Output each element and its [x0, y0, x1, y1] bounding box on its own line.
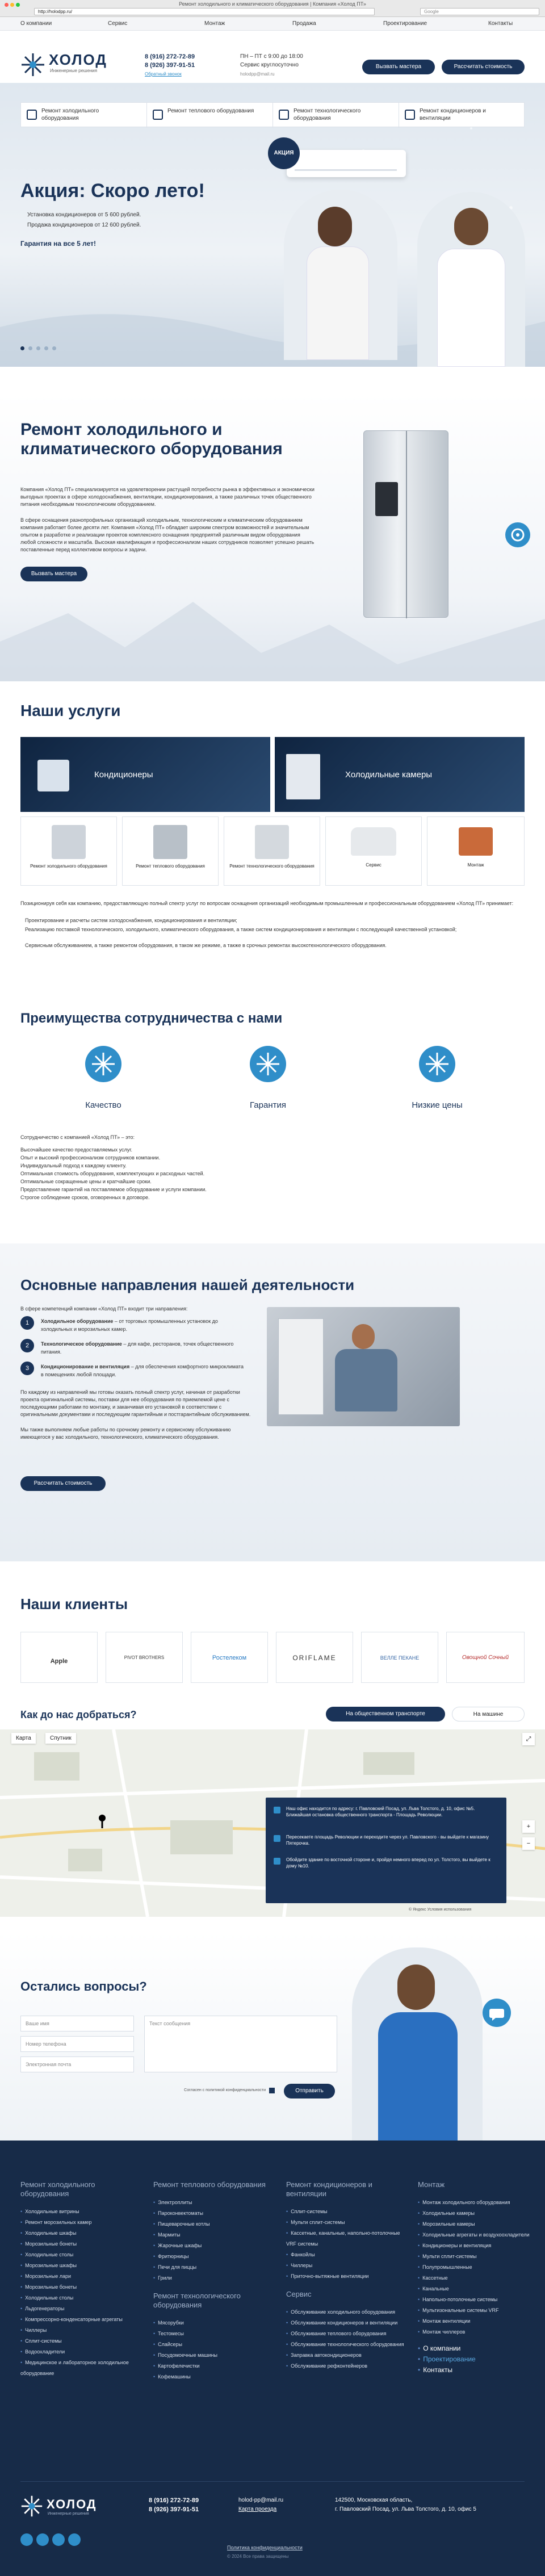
- footer-link[interactable]: • Компрессорно-конденсаторные агрегаты: [20, 2314, 140, 2325]
- footer-heading[interactable]: Сервис: [286, 2290, 312, 2298]
- advantages-title: Преимущества сотрудничества с нами: [20, 1011, 283, 1026]
- footer-design-link[interactable]: • Проектирование: [418, 2354, 531, 2365]
- hero-woman-image: [284, 190, 397, 360]
- footer-link[interactable]: • Картофелечистки: [153, 2361, 272, 2372]
- cat-technological[interactable]: Ремонт технологического оборудования: [273, 103, 399, 128]
- about-section: [0, 392, 545, 681]
- footer-link[interactable]: • Чиллеры: [20, 2325, 140, 2336]
- service-item-service[interactable]: Сервис: [325, 816, 422, 886]
- footer-link[interactable]: • Монтаж холодильного оборудования: [418, 2197, 531, 2208]
- transport-car-tab[interactable]: На машине: [452, 1707, 525, 1721]
- service-24h: Сервис круглосуточно: [240, 62, 299, 68]
- slider-dots[interactable]: [20, 345, 56, 352]
- advantages-list-item: Строгое соблюдение сроков, оговоренных в договоре.: [20, 1195, 150, 1200]
- phone-input[interactable]: Номер телефона: [20, 2036, 134, 2052]
- footer-link[interactable]: • Водоохладители: [20, 2347, 140, 2357]
- directions-calc-button[interactable]: Рассчитать стоимость: [20, 1476, 106, 1491]
- footer-link[interactable]: • Морозильные камеры: [418, 2219, 531, 2230]
- service-item-fridge[interactable]: Ремонт холодильного оборудования: [20, 816, 117, 886]
- footer-link[interactable]: • Посудомоечные машины: [153, 2350, 272, 2361]
- mountains-decoration: [0, 579, 545, 681]
- footer-col-thermal: [153, 2180, 272, 2382]
- footer-link[interactable]: • Кофемашины: [153, 2372, 272, 2382]
- header: [0, 31, 545, 83]
- footer-link[interactable]: • Слайсеры: [153, 2339, 272, 2350]
- social-icons: [20, 2533, 81, 2548]
- footer-email[interactable]: holod-pp@mail.ru: [238, 2497, 284, 2503]
- footer-link[interactable]: • Монтаж вентиляции: [418, 2316, 531, 2327]
- footer-link[interactable]: • Холодильные витрины: [20, 2206, 140, 2217]
- map-section: [0, 1703, 545, 1930]
- footer-phone-1[interactable]: 8 (916) 272-72-89: [149, 2497, 199, 2504]
- directions-section: [0, 1243, 545, 1561]
- operator-woman-image: [352, 1947, 483, 2141]
- services-bullet-1: Проектирование и расчеты систем холодоснабжения, кондиционирования и вентиляции;: [25, 918, 237, 923]
- transport-public-tab[interactable]: На общественном транспорте: [326, 1707, 445, 1721]
- advantages-list-item: Оптимальные сокращенные цены и кратчайшие сроки.: [20, 1179, 152, 1184]
- footer-col-fridge: [20, 2180, 140, 2379]
- footer-link[interactable]: • Жарочные шкафы: [153, 2240, 272, 2251]
- client-logo-pivot: PIVOT BROTHERS: [106, 1632, 183, 1683]
- twitter-icon[interactable]: [52, 2533, 65, 2546]
- service-item-thermal[interactable]: Ремонт теплового оборудования: [122, 816, 219, 886]
- walk-icon: [274, 1835, 280, 1842]
- service-item-install[interactable]: Монтаж: [427, 816, 525, 886]
- snowflake-logo-icon[interactable]: [20, 52, 45, 77]
- footer-link[interactable]: • Заправка автокондиционеров: [286, 2350, 405, 2361]
- guarantee-snowflake-icon: [250, 1046, 286, 1082]
- client-logo-oriflame: ORIFLAME: [276, 1632, 353, 1683]
- footer-col-conditioners: [286, 2180, 405, 2372]
- service-conditioners-card[interactable]: Кондиционеры: [20, 737, 270, 812]
- service-item-technological[interactable]: Ремонт технологического оборудования: [224, 816, 320, 886]
- directions-paragraph-2: Мы также выполняем любые работы по срочному ремонту и сервисному обслуживанию имеющегося у вас холодильного, технологического, климатического оборудования.: [20, 1427, 231, 1440]
- contact-section: [0, 1930, 545, 2141]
- settings-gear-icon[interactable]: [505, 522, 530, 547]
- email-input[interactable]: Электронная почта: [20, 2056, 134, 2072]
- map-type-map[interactable]: Карта: [11, 1733, 36, 1744]
- footer-col-install: [418, 2180, 531, 2376]
- footer-link[interactable]: • Полупромышленные: [418, 2262, 531, 2273]
- phone-2[interactable]: 8 (926) 397-91-51: [145, 62, 195, 69]
- footer-heading[interactable]: Ремонт технологического оборудования: [153, 2292, 241, 2309]
- footer-address-1: 142500, Московская область,: [335, 2497, 413, 2503]
- footer-link[interactable]: • Сплит-системы: [286, 2206, 405, 2217]
- calc-cost-button[interactable]: Рассчитать стоимость: [442, 60, 525, 74]
- send-button[interactable]: Отправить: [284, 2084, 335, 2099]
- advantage-guarantee: Гарантия: [250, 1100, 286, 1110]
- services-section: [0, 681, 545, 1005]
- footer-contacts-link[interactable]: • Контакты: [418, 2365, 531, 2376]
- air-conditioner-image: [287, 150, 406, 177]
- footer-link[interactable]: • Льдогенераторы: [20, 2303, 140, 2314]
- footer-link[interactable]: • Фритюрницы: [153, 2251, 272, 2262]
- hero-line-2: Продажа кондиционеров от 12 600 рублей.: [27, 222, 141, 228]
- advantages-list-item: Опыт и высокий профессионализм сотрудников компании.: [20, 1155, 161, 1161]
- route-info-panel: [266, 1798, 506, 1903]
- callback-link[interactable]: Обратный звонок: [145, 72, 182, 77]
- advantages-list-item: Предоставление гарантий на поставляемое оборудование и услуги компании.: [20, 1187, 207, 1192]
- clients-title: Наши клиенты: [20, 1595, 128, 1612]
- brand-name[interactable]: ХОЛОД: [49, 51, 107, 68]
- footer-link[interactable]: • Чиллеры: [286, 2260, 405, 2271]
- instagram-icon[interactable]: [68, 2533, 81, 2546]
- footer-link[interactable]: • Морозильные шкафы: [20, 2260, 140, 2271]
- route-step-2: Пересекаете площадь Революции и переходите через ул. Павловского - вы выйдете к магазину Пятерочка.: [286, 1834, 489, 1846]
- client-logo-welle: ВЕЛЛЕ ПЕКАНЕ: [361, 1632, 438, 1683]
- services-bullet-3: Сервисным обслуживанием, а также ремонтом оборудования, в таком же режиме, а также в срочных ремонтах высокотехнологического оборудования.: [25, 943, 387, 948]
- advantages-lead: Сотрудничество с компанией «Холод ПТ» – это:: [20, 1134, 135, 1140]
- nav-service[interactable]: Сервис: [108, 20, 128, 27]
- map-copyright[interactable]: © Яндекс Условия использования: [409, 1908, 472, 1912]
- footer-phone-2[interactable]: 8 (926) 397-91-51: [149, 2506, 199, 2513]
- top-nav: [0, 17, 545, 31]
- direction-number-2: 2: [20, 1339, 34, 1352]
- footer-link[interactable]: • Холодильные столы: [20, 2250, 140, 2260]
- about-call-master-button[interactable]: Вызвать мастера: [20, 567, 87, 581]
- map-type-satellite[interactable]: Спутник: [45, 1733, 76, 1744]
- footer-link[interactable]: • Канальные: [418, 2284, 531, 2294]
- footer-link[interactable]: • Сплит-системы: [20, 2336, 140, 2347]
- about-title: Ремонт холодильного и климатического оборудования: [20, 420, 283, 458]
- direction-number-3: 3: [20, 1362, 34, 1375]
- footer-link[interactable]: • Кассетные, канальные, напольно-потолочные VRF системы: [286, 2228, 405, 2250]
- footer: [0, 2141, 545, 2576]
- advantage-price: Низкие цены: [412, 1100, 463, 1110]
- footer-link[interactable]: • Морозильные бонеты: [20, 2282, 140, 2293]
- footer-link[interactable]: • Холодильные камеры: [418, 2208, 531, 2219]
- footer-link[interactable]: • Приточно-вытяжные вентиляции: [286, 2271, 405, 2282]
- brand-subtitle: Инженерные решения: [50, 68, 98, 73]
- footer-snowflake-logo-icon[interactable]: [20, 2495, 43, 2518]
- direction-number-1: 1: [20, 1316, 34, 1330]
- directions-title: Основные направления нашей деятельности: [20, 1276, 355, 1293]
- name-input[interactable]: Ваше имя: [20, 2016, 134, 2032]
- price-snowflake-icon: [419, 1046, 455, 1082]
- services-intro: Позиционируя себя как компанию, предоставляющую полный спектр услуг по вопросам оснащения организаций необходимым промышленным и профессиональным оборудованием «Холод ПТ» принимает:: [20, 900, 514, 906]
- facebook-icon[interactable]: [36, 2533, 49, 2546]
- footer-link[interactable]: • Пароконвектоматы: [153, 2208, 272, 2219]
- nav-design[interactable]: Проектирование: [383, 20, 427, 27]
- technician-image: [267, 1307, 460, 1426]
- services-bullet-2: Реализацию поставкой технологического, холодильного, климатического оборудования, а также систем кондиционирования и вентиляции с последующей качественной установкой;: [25, 927, 457, 932]
- hero-guarantee: Гарантия на все 5 лет!: [20, 240, 97, 248]
- route-step-1: Наш офис находится по адресу: г. Павловский Посад, ул. Льва Толстого, д. 10, офис №5. Ближайшая остановка общественного транспорта - Площадь Революции.: [286, 1806, 475, 1817]
- footer-link[interactable]: • Морозильные бонеты: [20, 2239, 140, 2250]
- directions-lead: В сфере компетенций компании «Холод ПТ» входит три направления:: [20, 1306, 188, 1312]
- footer-link[interactable]: • Электроплиты: [153, 2197, 272, 2208]
- footer-heading[interactable]: Ремонт холодильного оборудования: [20, 2180, 95, 2198]
- about-paragraph-1: Компания «Холод ПТ» специализируется на удовлетворении растущей потребности рынка в эффективных и экономически выгодных проектах в сфере холодоснабжения, вентиляции, кондиционирования, а также различных точек общественного питания необходимым технологическим оборудованием.: [20, 487, 315, 507]
- hero-man-image: [417, 192, 525, 367]
- footer-heading[interactable]: Ремонт теплового оборудования: [153, 2180, 266, 2189]
- footer-heading[interactable]: Монтаж: [418, 2180, 445, 2189]
- footer-link[interactable]: • Обслуживание рефконтейнеров: [286, 2361, 405, 2372]
- zoom-out-icon[interactable]: −: [522, 1837, 535, 1850]
- map-title: Как до нас добраться?: [20, 1709, 137, 1720]
- footer-link[interactable]: • Обслуживание кондиционеров и вентиляции: [286, 2318, 405, 2328]
- direction-3: Кондиционирование и вентиляция – для обеспечения комфортного микроклимата в помещениях любой площади.: [41, 1364, 244, 1377]
- footer-heading[interactable]: Ремонт кондиционеров и вентиляции: [286, 2180, 372, 2198]
- footer-link[interactable]: • Обслуживание технологического оборудования: [286, 2339, 405, 2350]
- work-hours: ПН – ПТ с 9:00 до 18:00: [240, 53, 303, 60]
- vk-icon[interactable]: [20, 2533, 33, 2546]
- footer-link[interactable]: • Кассетные: [418, 2273, 531, 2284]
- footer-link[interactable]: • Мультизональные системы VRF: [418, 2305, 531, 2316]
- advantages-list: [20, 1146, 520, 1201]
- quality-snowflake-icon: [85, 1046, 121, 1082]
- footer-link[interactable]: • Холодильные столы: [20, 2293, 140, 2303]
- footer-address-2: г. Павловский Посад, ул. Льва Толстого, д. 10, офис 5: [335, 2506, 476, 2512]
- building-icon: [274, 1858, 280, 1865]
- nav-contacts[interactable]: Контакты: [488, 20, 513, 27]
- footer-link[interactable]: • Обслуживание холодильного оборудования: [286, 2307, 405, 2318]
- footer-link[interactable]: • Холодильные агрегаты и воздухоохладители: [418, 2230, 531, 2240]
- advantages-list-item: Индивидуальный подход к каждому клиенту.: [20, 1163, 127, 1168]
- footer-link[interactable]: • Холодильные шкафы: [20, 2228, 140, 2239]
- fridge-icon: [27, 110, 37, 120]
- nav-sales[interactable]: Продажа: [292, 20, 316, 27]
- client-logo-ovoshnoy: Овощной Сочный: [446, 1632, 525, 1683]
- footer-link[interactable]: • Тестомесы: [153, 2328, 272, 2339]
- hero-line-1: Установка кондиционеров от 5 600 рублей.: [27, 212, 141, 218]
- conditioner-icon: [405, 110, 415, 120]
- address-bar[interactable]: http://holodpp.ru/: [34, 8, 375, 15]
- message-textarea[interactable]: Текст сообщения: [144, 2016, 337, 2072]
- about-paragraph-2: В сфере оснащения разнопрофильных организаций холодильным, технологическим и климатическим оборудованием компания работает более десяти лет. Компания «Холод ПТ» обладает широким спектром возможностей и значительным опытом в разработке и реализации проектов комплексного оснащения предприятий различным видом оборудования любой сложности и масштаба. Высокая квалификация и профессионализм наших сотрудников позволяет успешно решать поставленные перед коллективом вопросы и задачи.: [20, 517, 315, 552]
- footer-link[interactable]: • Мармиты: [153, 2230, 272, 2240]
- browser-chrome: [0, 0, 545, 17]
- nav-about[interactable]: О компании: [20, 20, 52, 27]
- bus-icon: [274, 1807, 280, 1813]
- hero-title: Акция: Скоро лето!: [20, 180, 205, 202]
- privacy-policy-link[interactable]: Политика конфиденциальности: [227, 2545, 303, 2550]
- privacy-consent-label: Согласен с политикой конфиденциальности: [184, 2088, 266, 2092]
- direction-1: Холодильное оборудование – от торговых промышленных установок до холодильных и морозильных камер.: [41, 1318, 218, 1332]
- clients-section: [0, 1561, 545, 1703]
- fullscreen-icon[interactable]: ⤢: [522, 1733, 535, 1745]
- advantages-section: [0, 1005, 545, 1243]
- footer-link[interactable]: • Монтаж чиллеров: [418, 2327, 531, 2338]
- footer-link[interactable]: • Ремонт морозильных камер: [20, 2217, 140, 2228]
- footer-link[interactable]: • Мульти сплит-системы: [286, 2217, 405, 2228]
- advantage-quality: Качество: [85, 1100, 121, 1110]
- contact-title: Остались вопросы?: [20, 1979, 147, 1993]
- footer-link[interactable]: • Морозильные лари: [20, 2271, 140, 2282]
- nav-install[interactable]: Монтаж: [204, 20, 225, 27]
- footer-link[interactable]: • Мясорубки: [153, 2318, 272, 2328]
- footer-map-link[interactable]: Карта проезда: [238, 2506, 277, 2512]
- call-master-button[interactable]: Вызвать мастера: [362, 60, 435, 74]
- advantages-list-item: Оптимальная стоимость оборудования, комплектующих и расходных частей.: [20, 1171, 205, 1176]
- footer-link[interactable]: • Пищеварочные котлы: [153, 2219, 272, 2230]
- cat-thermal[interactable]: Ремонт теплового оборудования: [147, 103, 273, 128]
- route-step-3: Обойдите здание по восточной стороне и, пройдя немного вперед по ул. Толстого, вы выйдете к дому №10.: [286, 1857, 491, 1869]
- footer-link[interactable]: • Кондиционеры и вентиляция: [418, 2240, 531, 2251]
- promo-badge: АКЦИЯ: [268, 137, 300, 169]
- cat-conditioners[interactable]: Ремонт кондиционеров и вентиляции: [399, 103, 525, 128]
- header-email[interactable]: holodpp@mail.ru: [240, 72, 275, 77]
- client-logo-rostelecom: Ростелеком: [191, 1632, 268, 1683]
- oven-icon: [153, 110, 163, 120]
- window-title: Ремонт холодильного и климатического оборудования | Компания «Холод ПТ»: [179, 1, 366, 7]
- fridge-image: [363, 430, 448, 618]
- phone-1[interactable]: 8 (916) 272-72-89: [145, 53, 195, 60]
- footer-link[interactable]: • Печи для пиццы: [153, 2262, 272, 2273]
- advantages-list-item: Высочайшее качество предоставляемых услуг.: [20, 1147, 132, 1153]
- client-logo-apple: Apple: [20, 1632, 98, 1683]
- chat-bubble-icon[interactable]: [483, 1999, 511, 2027]
- direction-2: Технологическое оборудование – для кафе, ресторанов, точек общественного питания.: [41, 1341, 234, 1355]
- zoom-in-icon[interactable]: +: [522, 1820, 535, 1833]
- machine-icon: [279, 110, 289, 120]
- browser-search[interactable]: Google: [420, 8, 539, 15]
- footer-link[interactable]: • Мульти сплит-системы: [418, 2251, 531, 2262]
- cat-fridge[interactable]: Ремонт холодильного оборудования: [21, 103, 147, 128]
- category-bar: [20, 102, 525, 127]
- footer-link[interactable]: • Фанкойлы: [286, 2250, 405, 2260]
- footer-brand: ХОЛОД: [47, 2497, 97, 2511]
- footer-link[interactable]: • Напольно-потолочные системы: [418, 2294, 531, 2305]
- footer-divider: [20, 2481, 525, 2482]
- footer-about-link[interactable]: • О компании: [418, 2343, 531, 2354]
- footer-brand-sub: Инженерные решения: [48, 2512, 89, 2516]
- yandex-map[interactable]: [0, 1729, 545, 1917]
- directions-paragraph-1: По каждому из направлений мы готовы оказать полный спектр услуг, начиная от разработки проекта оригинальной системы, поставки для нее оборудования по приемлемой цене с последующими работами по монтажу, и заканчивая его установкой в соответствии с оригинальными документами и последующим гарантийным и постгарантийным обслуживанием.: [20, 1389, 251, 1417]
- footer-link[interactable]: • Грили: [153, 2273, 272, 2284]
- footer-link[interactable]: • Медицинское и лабораторное холодильное оборудование: [20, 2357, 140, 2379]
- services-title: Наши услуги: [20, 702, 121, 719]
- footer-link[interactable]: • Обслуживание теплового оборудования: [286, 2328, 405, 2339]
- consent-checkbox[interactable]: [269, 2088, 275, 2093]
- footer-copyright: © 2024 Все права защищены: [227, 2554, 289, 2559]
- service-cold-rooms-card[interactable]: Холодильные камеры: [275, 737, 525, 812]
